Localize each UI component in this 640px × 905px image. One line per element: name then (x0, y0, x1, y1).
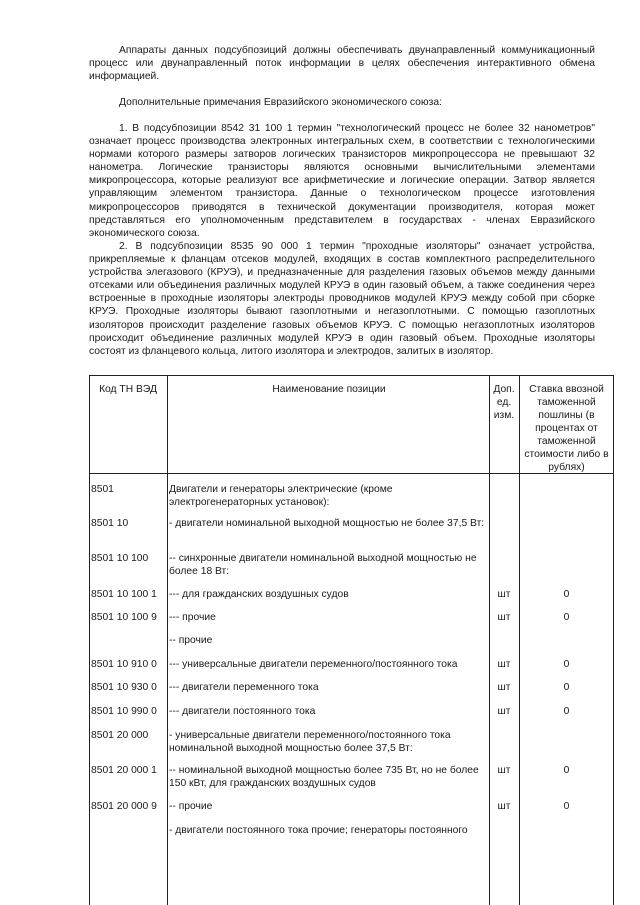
table-row-code: 8501 10 930 0 (91, 682, 157, 693)
table-row-name: - двигатели постоянного тока прочие; генераторы постоянного (169, 825, 468, 836)
table-row-rate: 0 (563, 801, 570, 812)
table-row-rate: 0 (563, 682, 570, 693)
table-row-name: - двигатели номинальной выходной мощностью не более 37,5 Вт: (169, 518, 485, 529)
table-row-code: 8501 10 100 (91, 553, 149, 564)
table-row-rate: 0 (563, 706, 570, 717)
table-row-unit: шт (497, 612, 511, 623)
header-rate: Ставка ввозной таможенной пошлины (в процентах от таможенной стоимости либо в рублях) (524, 384, 609, 473)
table-row-name: - универсальные двигатели переменного/постоянного тока номинальной выходной мощностью более 37,5 Вт: (169, 730, 451, 754)
table-row-name: -- прочие (169, 635, 213, 646)
note-2-paragraph: 2. В подсубпозиции 8535 90 000 1 термин "проходные изоляторы" означает устройства, прикрепляемые к фланцам отсеков модулей, входящих в состав комплектного распределительного устройства элегазового (КРУЭ), и предназначенные для разделения газовых объемов между данными отсеками или объединения различных модулей КРУЭ в один газовый объем, а также соединения через встроенные в проходные изоляторы электроды проводников модулей КРУЭ между собой при сборке КРУЭ. Проходные изоляторы бывают газоплотными и негазоплотными. С помощью газоплотных изоляторов происходит разделение газовых объемов КРУЭ. С помощью негазоплотных изоляторов происходит объединение различных модулей КРУЭ в один газовый объем. Проходные изоляторы состоят из фланцевого кольца, литого изолятора и электродов, залитых в изолятор. (89, 241, 595, 357)
table-row-code: 8501 20 000 (91, 730, 149, 741)
table-row-unit: шт (497, 706, 511, 717)
table-border-left (89, 375, 90, 905)
table-border-right (613, 375, 614, 905)
table-row-unit: шт (497, 682, 511, 693)
table-row-code: 8501 10 910 0 (91, 659, 157, 670)
table-row-name: --- двигатели постоянного тока (169, 706, 316, 717)
table-row-code: 8501 10 (91, 518, 129, 529)
table-row-code: 8501 20 000 9 (91, 801, 157, 812)
table-row-name: Двигатели и генераторы электрические (кроме электрогенераторных установок): (169, 484, 393, 508)
table-divider-code (167, 375, 168, 905)
table-row-unit: шт (497, 765, 511, 776)
header-name: Наименование позиции (272, 384, 386, 395)
table-row-code: 8501 10 100 1 (91, 589, 157, 600)
table-row-name: -- синхронные двигатели номинальной выходной мощностью не более 18 Вт: (169, 553, 477, 577)
table-row-name: --- двигатели переменного тока (169, 682, 319, 693)
note-1-block (89, 122, 595, 240)
table-row-name: --- универсальные двигатели переменного/постоянного тока (169, 659, 458, 670)
table-row-unit: шт (497, 659, 511, 670)
table-row-unit: шт (497, 589, 511, 600)
paragraph-interactive-exchange: Аппараты данных подсубпозиций должны обеспечивать двунаправленный коммуникационный процесс или двунаправленный поток информации в целях обеспечения интерактивного обмена информацией. (89, 45, 595, 83)
table-row-rate: 0 (563, 589, 570, 600)
table-divider-name (489, 375, 490, 905)
intro-paragraph (89, 44, 595, 83)
table-row-code: 8501 20 000 1 (91, 765, 157, 776)
header-unit: Доп. ед. изм. (493, 384, 515, 421)
table-row-code: 8501 10 100 9 (91, 612, 157, 623)
table-row-code: 8501 (91, 484, 114, 495)
eaeu-notes-heading: Дополнительные примечания Евразийского экономического союза: (119, 97, 442, 108)
table-row-unit: шт (497, 801, 511, 812)
note-1-paragraph: 1. В подсубпозиции 8542 31 100 1 термин "технологический процесс не более 32 нанометров" означает процесс производства электронных интегральных схем, в соответствии с технологическими нормами которого размеры затворов логических транзисторов микропроцессора не превышают 32 нанометра. Логические транзисторы являются основными вычислительными элементами микропроцессора, которые реализуют все арифметические и логические операции. Затвор является управляющим элементом транзистора. Данные о технологическом процессе изготовления микропроцессоров приводятся в технической документации производителя, которая может представляться его уполномоченным представителем в государствах - членах Евразийского экономического союза. (89, 123, 595, 239)
note-2-block (89, 240, 595, 358)
table-row-rate: 0 (563, 659, 570, 670)
table-row-rate: 0 (563, 612, 570, 623)
notes-heading-block (89, 96, 595, 109)
table-row-name: -- номинальной выходной мощностью более 735 Вт, но не более 150 кВт, для гражданских воздушных судов (169, 765, 479, 789)
table-divider-unit (519, 375, 520, 905)
table-row-name: --- прочие (169, 612, 216, 623)
header-code: Код ТН ВЭД (99, 384, 157, 395)
tariff-table (89, 375, 614, 905)
table-row-name: --- для гражданских воздушных судов (169, 589, 349, 600)
table-row-code: 8501 10 990 0 (91, 706, 157, 717)
table-border-top (89, 375, 614, 376)
table-row-name: -- прочие (169, 801, 213, 812)
table-row-rate: 0 (563, 765, 570, 776)
